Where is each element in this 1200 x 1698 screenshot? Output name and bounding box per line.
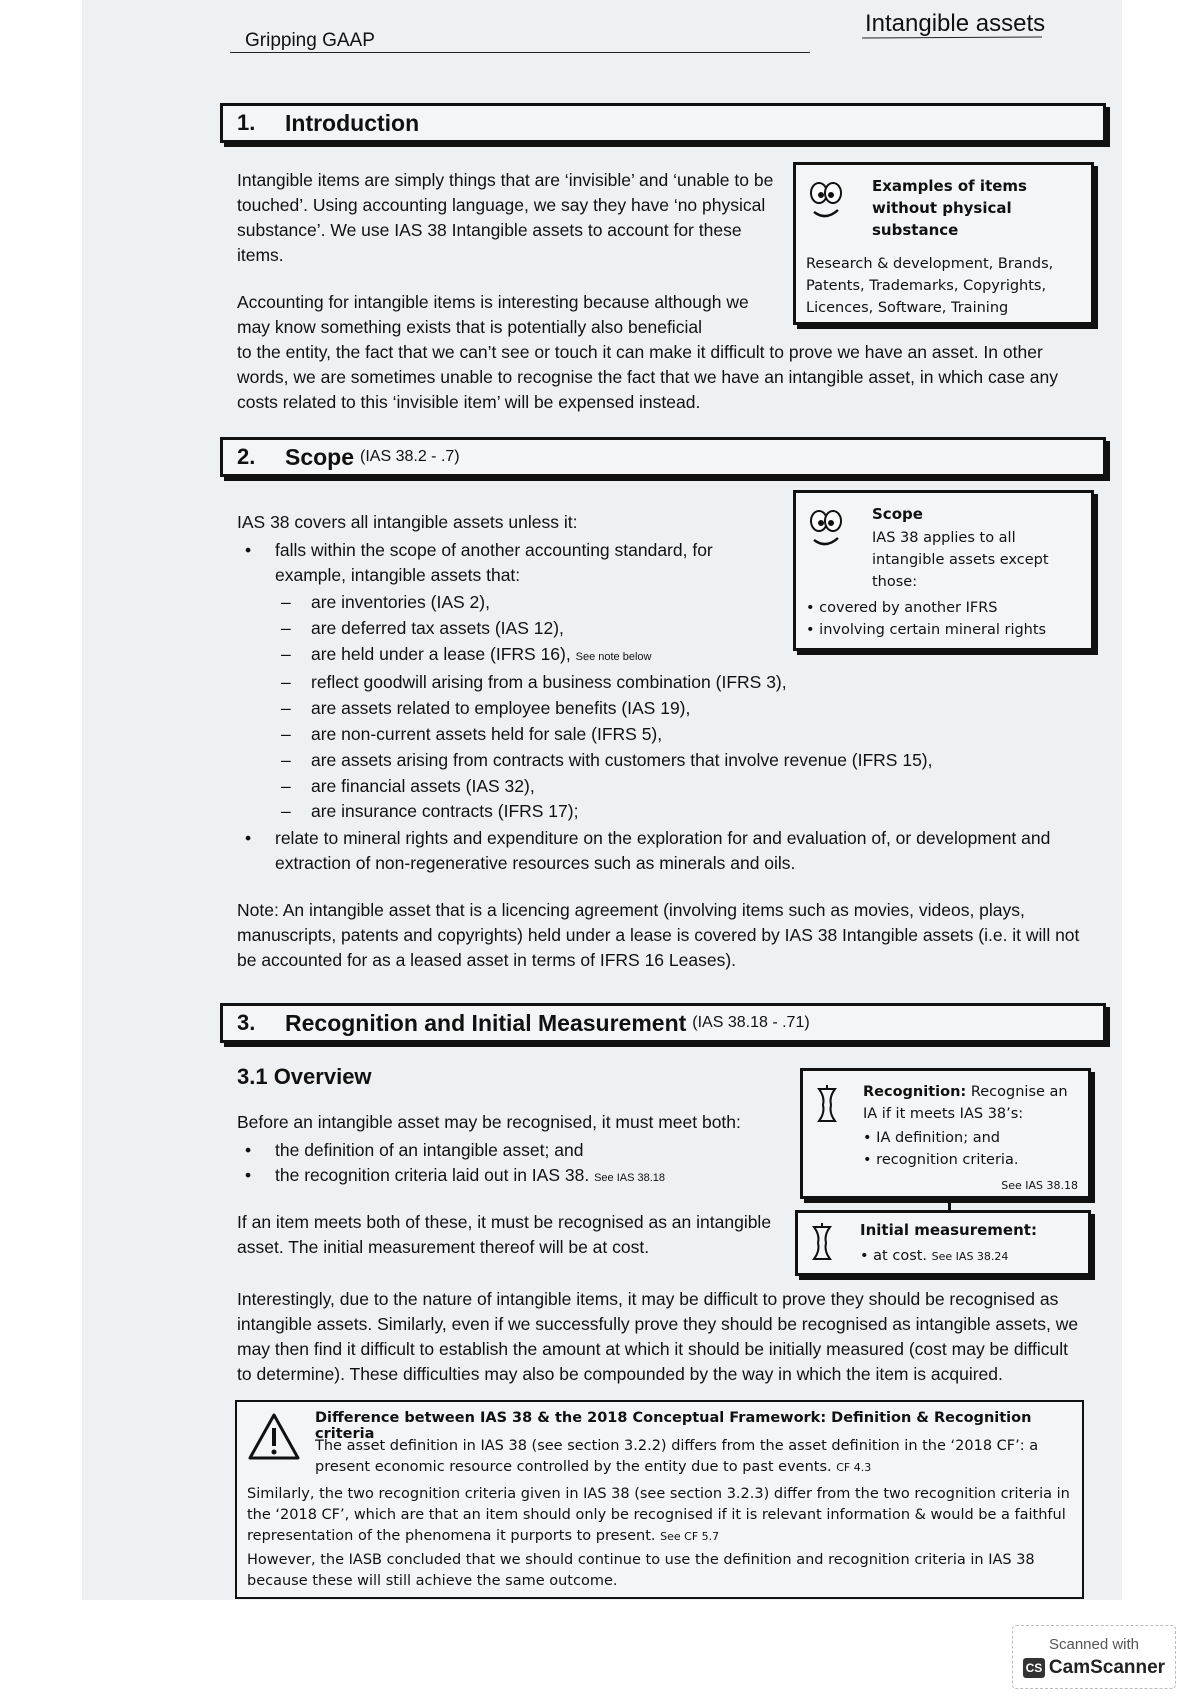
recognition-box-bullets — [863, 1127, 1083, 1171]
watermark-line-2: CS CamScanner — [1013, 1657, 1175, 1679]
intro-paragraph-2b: to the entity, the fact that we can’t see or touch it can make it difficult to prove we have an asset. In other words, we are sometimes unable to recognise the fact that we have an intangible asset, in which case any costs related to this ‘invisible item’ will be expensed instead. — [237, 342, 1059, 412]
scope-intro: IAS 38 covers all intangible assets unless it: — [237, 512, 578, 532]
section-title: Introduction — [285, 109, 420, 136]
header-chapter-title: Intangible assets — [865, 10, 1046, 37]
apple-core-icon — [813, 1085, 841, 1125]
exclusion-item: – are assets arising from contracts with customers that involve revenue (IFRS 15), — [281, 748, 1081, 774]
exclusion-item: – are non-current assets held for sale (IFRS 5), — [281, 722, 1081, 748]
scope-box-bullets — [806, 597, 1086, 641]
header-book-title: Gripping GAAP — [245, 30, 375, 51]
intro-paragraph-2a: Accounting for intangible items is interesting because although we may know something exists that is potentially also beneficial — [237, 292, 749, 337]
ias-reference: See IAS 38.18 — [594, 1172, 666, 1184]
conceptual-framework-warning-box — [235, 1400, 1084, 1599]
ias-reference: See IAS 38.18 — [1001, 1179, 1078, 1192]
warning-paragraph-1: The asset definition in IAS 38 (see section 3.2.2) differs from the asset definition in the ‘2018 CF’: a present economic resource controlled by the entity due to past events. CF 4.3 — [315, 1438, 1039, 1475]
overview-paragraph-1: Before an intangible asset may be recognised, it must meet both: — [237, 1112, 741, 1132]
scope-sidebox — [793, 490, 1094, 651]
section-reference: (IAS 38.18 - .71) — [692, 1014, 810, 1031]
examples-sidebox — [793, 162, 1094, 325]
section-number: 1. — [237, 110, 256, 135]
watermark-line-1: Scanned with — [1048, 1636, 1140, 1653]
scope-box-bullet: • involving certain mineral rights — [806, 622, 1047, 638]
overview-bullets — [237, 1138, 797, 1191]
initial-measurement-title: Initial measurement: — [860, 1221, 1037, 1239]
warning-title: Difference between IAS 38 & the 2018 Conceptual Framework: Definition & Recognition criteria — [315, 1410, 1032, 1442]
exclusion-item: – are insurance contracts (IFRS 17); — [281, 799, 1081, 825]
overview-paragraph-2: If an item meets both of these, it must be recognised as an intangible asset. The initial measurement thereof will be at cost. — [237, 1212, 772, 1257]
warning-triangle-icon — [247, 1412, 301, 1462]
cartoon-face-icon — [806, 179, 846, 223]
initial-measurement-bullet: • at cost. See IAS 38.24 — [860, 1248, 1009, 1264]
bullet-item: • relate to mineral rights and expenditure on the exploration for and evaluation of, or development and extraction of non-regenerative resources such as minerals and oils. — [237, 826, 1087, 876]
scope-box-bullet: • covered by another IFRS — [806, 600, 998, 616]
bullet-item: • falls within the scope of another accounting standard, for example, intangible assets that: — [237, 538, 777, 588]
section-title: Scope — [285, 443, 355, 470]
section-3-heading — [220, 1003, 1106, 1043]
section-reference: (IAS 38.2 - .7) — [360, 448, 460, 465]
section-2-heading — [220, 437, 1106, 477]
exclusion-item: – are deferred tax assets (IAS 12), — [281, 616, 1081, 642]
section-number: 2. — [237, 444, 256, 469]
recognition-bullet: • IA definition; and — [863, 1130, 1001, 1146]
overview-paragraph-3: Interestingly, due to the nature of intangible items, it may be difficult to prove they should be recognised as intangible assets. Similarly, even if we successfully prove they should be recognised as intangible assets, we may then find it difficult to establish the amount at which it should be initially measured (cost may be difficult to determine). These difficulties may also be compounded by the way in which the item is acquired. — [237, 1289, 1079, 1384]
see-note-ref: See note below — [575, 650, 652, 663]
recognition-bullet: • recognition criteria. — [863, 1152, 1019, 1168]
cartoon-face-icon — [806, 507, 846, 551]
exclusion-item: – are assets related to employee benefits (IAS 19), — [281, 696, 1081, 722]
camscanner-logo-icon: CS — [1023, 1658, 1045, 1678]
intro-paragraph-1: Intangible items are simply things that are ‘invisible’ and ‘unable to be touched’. Using accounting language, we say they have ‘no physical substance’. We use IAS 38 Intangible assets to account for these items. — [237, 170, 774, 265]
scope-bullet-1 — [237, 538, 777, 588]
examples-box-text: Research & development, Brands, Patents, Trademarks, Copyrights, Licences, Software, Training — [806, 256, 1054, 316]
exclusion-item: – are inventories (IAS 2), — [281, 590, 1081, 616]
exclusion-item: – are financial assets (IAS 32), — [281, 774, 1081, 800]
subsection-title: 3.1 Overview — [237, 1064, 372, 1089]
recognition-box-text: Recognition: Recognise an IA if it meets IAS 38’s: — [863, 1084, 1068, 1122]
section-1-heading — [220, 103, 1106, 143]
section-title: Recognition and Initial Measurement — [285, 1009, 687, 1036]
header-rule — [230, 52, 810, 53]
bullet-item: • the recognition criteria laid out in IAS 38. See IAS 38.18 — [237, 1163, 797, 1191]
box-connector — [948, 1196, 951, 1210]
section-number: 3. — [237, 1010, 256, 1035]
bullet-item: • the definition of an intangible asset; and — [237, 1138, 797, 1163]
warning-paragraph-2: Similarly, the two recognition criteria given in IAS 38 (see section 3.2.3) differ from the two recognition criteria in the ‘2018 CF’, which are that an item should only be recognised if it is relevant information & would be a faithful representation of the phenomena it purports to present. See CF 5.7 — [247, 1486, 1070, 1544]
warning-paragraph-3: However, the IASB concluded that we should continue to use the definition and recognition criteria in IAS 38 because these will still achieve the same outcome. — [247, 1552, 1035, 1589]
exclusion-item: – are held under a lease (IFRS 16), See note below — [281, 642, 1081, 671]
apple-core-icon — [808, 1223, 836, 1263]
camscanner-watermark — [1012, 1625, 1176, 1689]
recognition-sidebox — [800, 1068, 1091, 1199]
scope-box-title: Scope — [872, 505, 923, 523]
scope-note: Note: An intangible asset that is a licencing agreement (involving items such as movies, videos, plays, manuscripts, patents and copyrights) held under a lease is covered by IAS 38 Intangible assets (i.e. it will not be accounted for as a leased asset in terms of IFRS 16 Leases). — [237, 900, 1080, 970]
exclusion-item: – reflect goodwill arising from a business combination (IFRS 3), — [281, 670, 1081, 696]
initial-measurement-sidebox — [795, 1210, 1091, 1276]
scope-box-text: IAS 38 applies to all intangible assets except those: — [872, 530, 1049, 590]
examples-box-title: Examples of items without physical substance — [872, 177, 1027, 239]
scope-bullet-2 — [237, 826, 1087, 876]
